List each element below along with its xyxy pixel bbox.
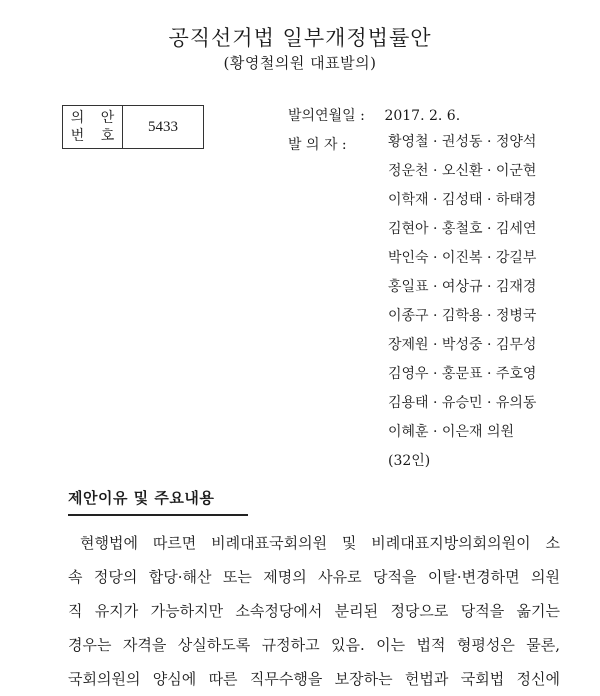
bill-number-label — [63, 106, 123, 148]
proposer-line: 이종구 · 김학용 · 정병국 — [388, 308, 537, 324]
proposal-date-value: 2017. 2. 6. — [384, 108, 461, 124]
body-line: 국회의원의 양심에 따른 직무수행을 보장하는 헌법과 국회법 정신에 — [68, 670, 560, 688]
body-line: 속 정당의 합당·해산 또는 제명의 사유로 당적을 이탈·변경하면 의원 — [68, 568, 560, 586]
body-paragraph — [68, 526, 560, 696]
proposer-line: 홍일표 · 여상규 · 김재경 — [388, 279, 537, 295]
body-line: 경우는 자격을 상실하도록 규정하고 있음. 이는 법적 형평성은 물론, — [68, 636, 560, 654]
proposal-date-label: 발의연월일 : — [288, 108, 365, 124]
bill-label-line1: 의 안 — [70, 110, 121, 126]
proposer-line: 김영우 · 홍문표 · 주호영 — [388, 366, 537, 382]
proposer-count: (32인) — [388, 453, 431, 469]
proposer-line: 황영철 · 권성동 · 정양석 — [388, 134, 537, 150]
proposal-date-row — [288, 105, 460, 125]
section-heading-underline — [68, 514, 248, 516]
proposer-label-row — [288, 134, 380, 154]
proposer-list — [388, 128, 536, 476]
proposer-label: 발 의 자 : — [288, 137, 347, 153]
proposer-line: 김용태 · 유승민 · 유의동 — [388, 395, 537, 411]
proposer-line: 장제원 · 박성중 · 김무성 — [388, 337, 537, 353]
section-heading — [68, 487, 214, 516]
bill-label-line2: 번 호 — [70, 128, 121, 144]
proposer-line: 박인숙 · 이진복 · 강길부 — [388, 250, 537, 266]
proposer-line: 이혜훈 · 이은재 의원 — [388, 424, 514, 440]
proposer-line: 김현아 · 홍철호 · 김세연 — [388, 221, 537, 237]
bill-number-value: 5433 — [148, 118, 178, 135]
proposer-line: 정운천 · 오신환 · 이군현 — [388, 163, 537, 179]
bill-number-box — [62, 105, 204, 149]
document-title: 공직선거법 일부개정법률안 — [168, 26, 432, 50]
body-line: 현행법에 따르면 비례대표국회의원 및 비례대표지방의회의원이 소 — [80, 534, 560, 552]
proposer-line: 이학재 · 김성태 · 하태경 — [388, 192, 537, 208]
section-heading-text: 제안이유 및 주요내용 — [68, 489, 215, 507]
body-line: 직 유지가 가능하지만 소속정당에서 분리된 정당으로 당적을 옮기는 — [68, 602, 560, 620]
document-subtitle: (황영철의원 대표발의) — [223, 54, 377, 72]
